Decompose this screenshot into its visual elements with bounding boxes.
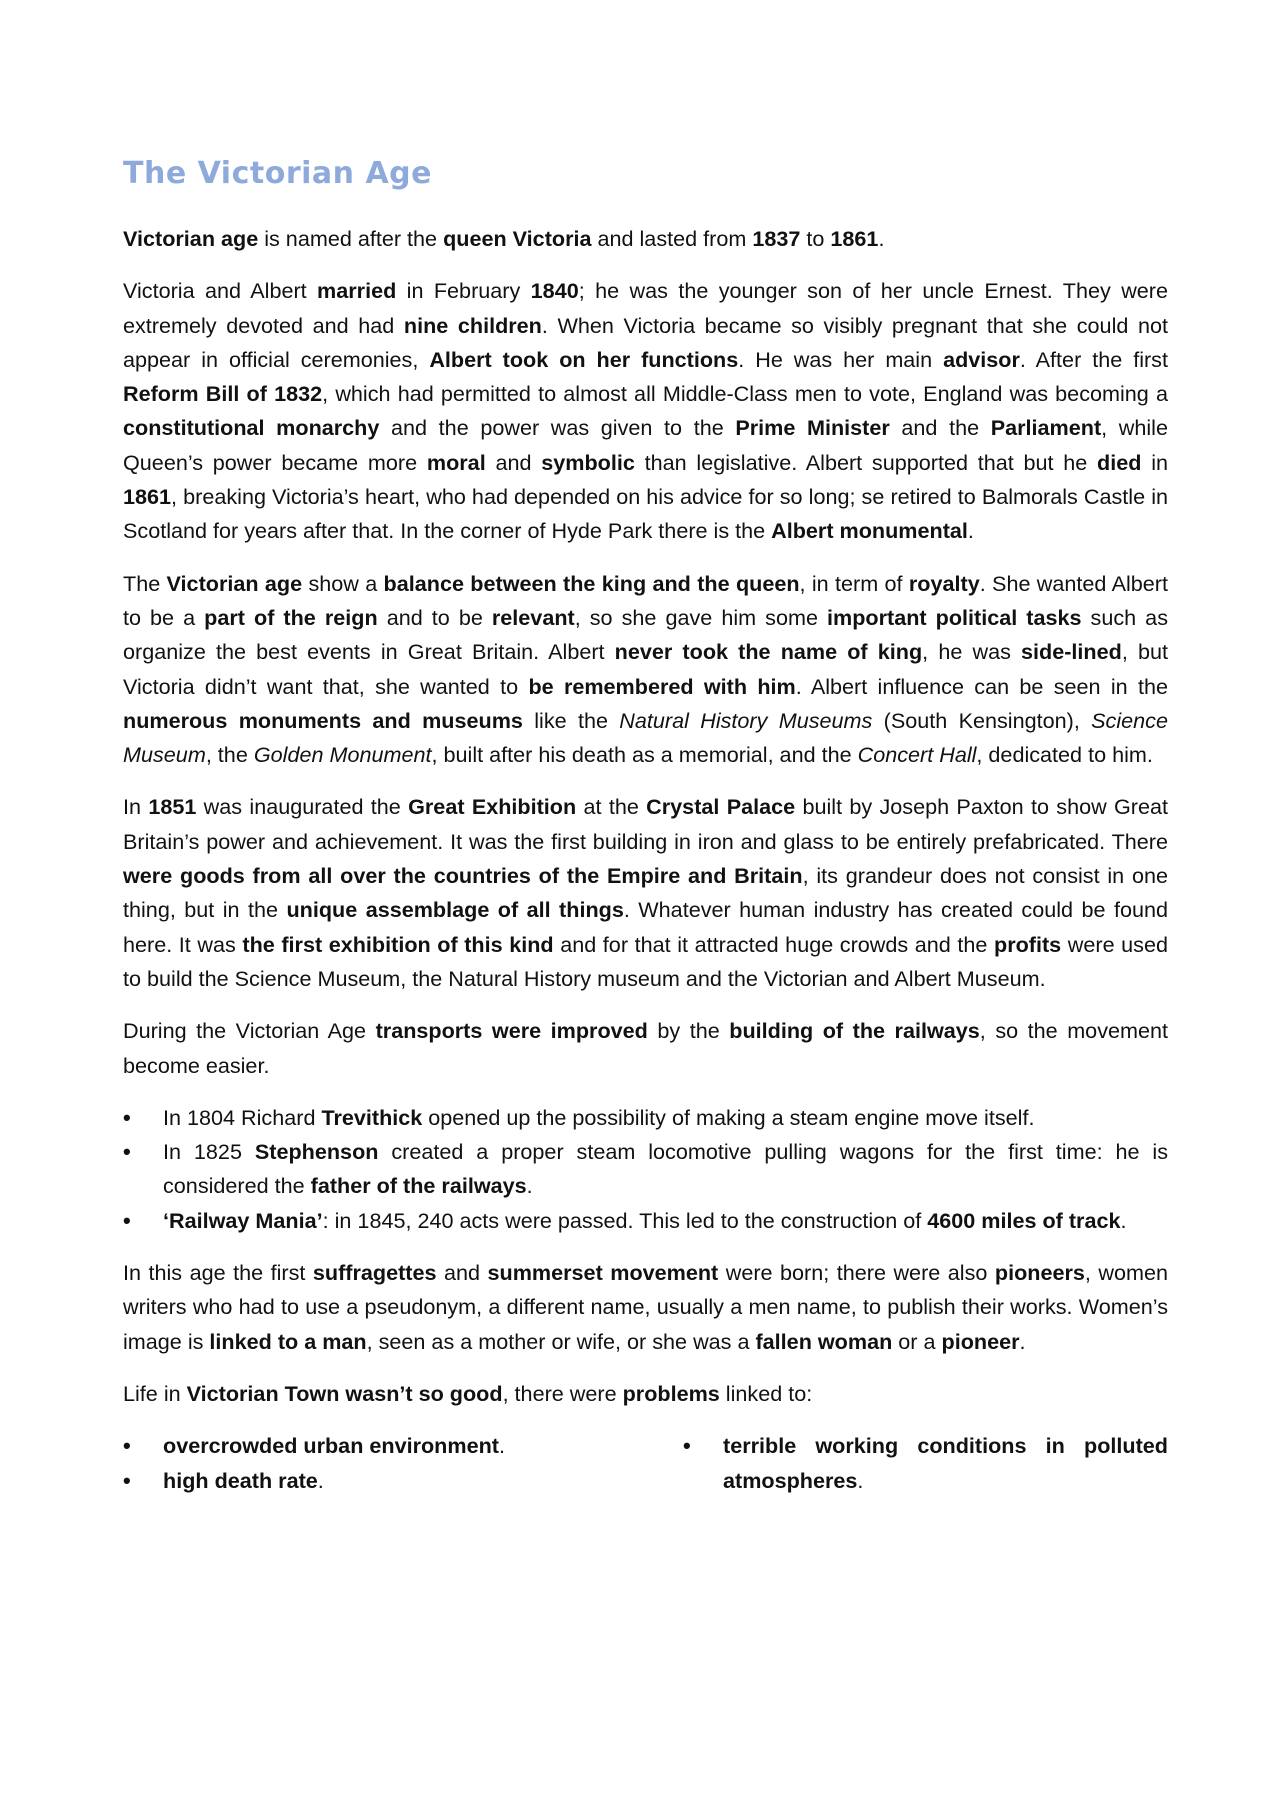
list-item: • In 1804 Richard Trevithick opened up the possibility of making a steam engine move itself. <box>123 1101 1168 1135</box>
paragraph-transports: During the Victorian Age transports were improved by the building of the railways, so the movement become easier. <box>123 1018 1169 1078</box>
paragraph-intro: Victorian age is named after the queen Victoria and lasted from 1837 to 1861. <box>123 226 885 251</box>
paragraph-victoria-albert: Victoria and Albert married in February 1840; he was the younger son of her uncle Ernest. They were extremely devoted and had nine children. When Victoria became so visibly pregnant that she could not appear in official ceremonies, Albert took on her functions. He was her main advisor. After the first Reform Bill of 1832, which had permitted to almost all Middle-Class men to vote, England was becoming a constitutional monarchy and the power was given to the Prime Minister and the Parliament, while Queen’s power became more moral and symbolic than legislative. Albert supported that but he died in 1861, breaking Victoria’s heart, who had depended on his advice for so long; se retired to Balmorals Castle in Scotland for years after that. In the corner of Hyde Park there is the Albert monumental. <box>123 278 1169 544</box>
list-item: • high death rate. <box>123 1464 529 1498</box>
list-item: • overcrowded urban environment. <box>123 1429 529 1463</box>
problems-columns <box>123 1429 1168 1498</box>
paragraph-great-exhibition: In 1851 was inaugurated the Great Exhibition at the Crystal Palace built by Joseph Paxton to show Great Britain’s power and achievement. It was the first building in iron and glass to be entirely prefabricated. There were goods from all over the countries of the Empire and Britain, its grandeur does not consist in one thing, but in the unique assemblage of all things. Whatever human industry has created could be found here. It was the first exhibition of this kind and for that it attracted huge crowds and the profits were used to build the Science Museum, the Natural History museum and the Victorian and Albert Museum. <box>123 794 1169 991</box>
problems-list-right <box>683 1429 1168 1498</box>
paragraph-women: In this age the first suffragettes and summerset movement were born; there were also pioneers, women writers who had to use a pseudonym, a different name, usually a men name, to publish their works. Women’s image is linked to a man, seen as a mother or wife, or she was a fallen woman or a pioneer. <box>123 1260 1168 1354</box>
list-item: • ‘Railway Mania’: in 1845, 240 acts were passed. This led to the construction of 4600 miles of track. <box>123 1204 1168 1238</box>
paragraph-balance: The Victorian age show a balance between the king and the queen, in term of royalty. She wanted Albert to be a part of the reign and to be relevant, so she gave him some important political tasks such as organize the best events in Great Britain. Albert never took the name of king, he was side-lined, but Victoria didn’t want that, she wanted to be remembered with him. Albert influence can be seen in the numerous monuments and museums like the Natural History Museums (South Kensington), Science Museum, the Golden Monument, built after his death as a memorial, and the Concert Hall, dedicated to him. <box>123 570 1168 768</box>
problems-list-left <box>123 1429 529 1498</box>
paragraph-victorian-town: Life in Victorian Town wasn’t so good, there were problems linked to: <box>123 1380 813 1406</box>
railway-list <box>123 1101 1168 1238</box>
page-title: The Victorian Age <box>123 156 432 191</box>
list-item: • terrible working conditions in polluted atmospheres. <box>683 1429 1168 1498</box>
list-item: • In 1825 Stephenson created a proper steam locomotive pulling wagons for the first time: he is considered the father of the railways. <box>123 1135 1168 1204</box>
